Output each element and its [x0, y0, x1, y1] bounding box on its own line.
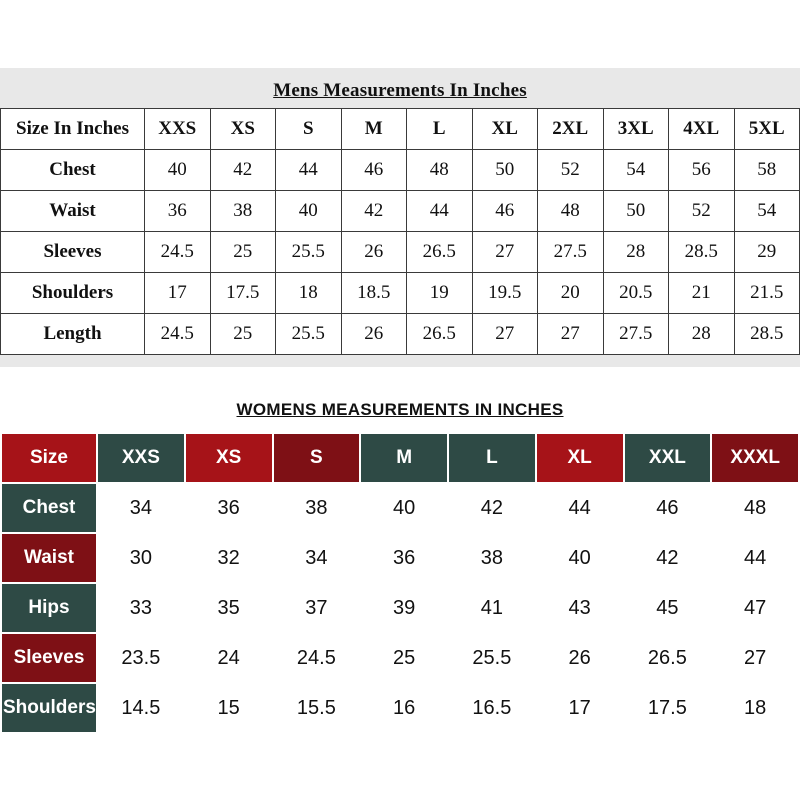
mens-shoulders-m: 18.5 [341, 273, 407, 314]
womens-row-label-hips: Hips [1, 583, 97, 633]
womens-sleeves-xxl: 26.5 [624, 633, 712, 683]
mens-measurements-table [0, 108, 800, 355]
womens-sleeves-m: 25 [360, 633, 448, 683]
mens-sleeves-xl: 27 [472, 232, 538, 273]
womens-header-s: S [273, 433, 361, 483]
womens-hips-xl: 43 [536, 583, 624, 633]
mens-header-4xl: 4XL [669, 109, 735, 150]
womens-shoulders-xs: 15 [185, 683, 273, 733]
womens-header-l: L [448, 433, 536, 483]
mens-waist-xl: 46 [472, 191, 538, 232]
mens-length-s: 25.5 [276, 314, 342, 355]
table-header-row [1, 109, 800, 150]
mens-sleeves-s: 25.5 [276, 232, 342, 273]
mens-row-label-waist: Waist [1, 191, 145, 232]
womens-hips-xxl: 45 [624, 583, 712, 633]
mens-length-xs: 25 [210, 314, 276, 355]
mens-header-3xl: 3XL [603, 109, 669, 150]
mens-length-xl: 27 [472, 314, 538, 355]
mens-waist-l: 44 [407, 191, 473, 232]
table-row [1, 191, 800, 232]
womens-header-xxxl: XXXL [711, 433, 799, 483]
mens-chart-title: Mens Measurements In Inches [273, 80, 527, 101]
mens-title-bar [0, 76, 800, 108]
womens-sleeves-xxxl: 27 [711, 633, 799, 683]
mens-row-label-shoulders: Shoulders [1, 273, 145, 314]
table-row [1, 633, 799, 683]
mens-waist-xs: 38 [210, 191, 276, 232]
womens-chest-l: 42 [448, 483, 536, 533]
mens-waist-s: 40 [276, 191, 342, 232]
mens-chest-xl: 50 [472, 150, 538, 191]
mens-chest-2xl: 52 [538, 150, 604, 191]
mens-header-xl: XL [472, 109, 538, 150]
mens-shoulders-5xl: 21.5 [734, 273, 800, 314]
mens-header-s: S [276, 109, 342, 150]
womens-shoulders-xxs: 14.5 [97, 683, 185, 733]
womens-shoulders-xl: 17 [536, 683, 624, 733]
mens-sleeves-xs: 25 [210, 232, 276, 273]
womens-header-xxl: XXL [624, 433, 712, 483]
table-row [1, 533, 799, 583]
mens-size-chart-section [0, 68, 800, 367]
womens-header-size: Size [1, 433, 97, 483]
mens-length-4xl: 28 [669, 314, 735, 355]
mens-waist-xxs: 36 [145, 191, 211, 232]
mens-length-l: 26.5 [407, 314, 473, 355]
womens-waist-m: 36 [360, 533, 448, 583]
mens-length-2xl: 27 [538, 314, 604, 355]
womens-chest-s: 38 [273, 483, 361, 533]
womens-chest-xl: 44 [536, 483, 624, 533]
mens-length-xxs: 24.5 [145, 314, 211, 355]
mens-header-xs: XS [210, 109, 276, 150]
womens-row-label-chest: Chest [1, 483, 97, 533]
womens-waist-xxs: 30 [97, 533, 185, 583]
womens-row-label-waist: Waist [1, 533, 97, 583]
womens-sleeves-xs: 24 [185, 633, 273, 683]
womens-waist-s: 34 [273, 533, 361, 583]
womens-shoulders-xxxl: 18 [711, 683, 799, 733]
mens-chest-5xl: 58 [734, 150, 800, 191]
mens-shoulders-xs: 17.5 [210, 273, 276, 314]
mens-sleeves-m: 26 [341, 232, 407, 273]
womens-chest-xxxl: 48 [711, 483, 799, 533]
mens-sleeves-4xl: 28.5 [669, 232, 735, 273]
womens-sleeves-xxs: 23.5 [97, 633, 185, 683]
womens-chest-xxs: 34 [97, 483, 185, 533]
mens-sleeves-5xl: 29 [734, 232, 800, 273]
table-row [1, 483, 799, 533]
womens-sleeves-xl: 26 [536, 633, 624, 683]
womens-waist-xxl: 42 [624, 533, 712, 583]
womens-chart-title: WOMENS MEASUREMENTS IN INCHES [236, 400, 564, 419]
mens-length-m: 26 [341, 314, 407, 355]
mens-shoulders-l: 19 [407, 273, 473, 314]
mens-chest-m: 46 [341, 150, 407, 191]
womens-waist-xs: 32 [185, 533, 273, 583]
womens-hips-xs: 35 [185, 583, 273, 633]
womens-header-xxs: XXS [97, 433, 185, 483]
mens-row-label-chest: Chest [1, 150, 145, 191]
womens-row-label-sleeves: Sleeves [1, 633, 97, 683]
mens-row-label-sleeves: Sleeves [1, 232, 145, 273]
table-row [1, 314, 800, 355]
womens-chest-xs: 36 [185, 483, 273, 533]
womens-header-m: M [360, 433, 448, 483]
table-row [1, 273, 800, 314]
womens-hips-xxxl: 47 [711, 583, 799, 633]
mens-waist-5xl: 54 [734, 191, 800, 232]
womens-hips-xxs: 33 [97, 583, 185, 633]
mens-header-xxs: XXS [145, 109, 211, 150]
womens-hips-m: 39 [360, 583, 448, 633]
womens-measurements-table [0, 432, 800, 734]
mens-length-3xl: 27.5 [603, 314, 669, 355]
mens-waist-3xl: 50 [603, 191, 669, 232]
womens-waist-l: 38 [448, 533, 536, 583]
mens-header-size-in-inches: Size In Inches [1, 109, 145, 150]
womens-shoulders-xxl: 17.5 [624, 683, 712, 733]
mens-sleeves-l: 26.5 [407, 232, 473, 273]
mens-shoulders-4xl: 21 [669, 273, 735, 314]
table-row [1, 683, 799, 733]
mens-header-m: M [341, 109, 407, 150]
womens-sleeves-s: 24.5 [273, 633, 361, 683]
mens-sleeves-xxs: 24.5 [145, 232, 211, 273]
mens-chest-s: 44 [276, 150, 342, 191]
womens-chest-xxl: 46 [624, 483, 712, 533]
womens-header-xl: XL [536, 433, 624, 483]
mens-sleeves-2xl: 27.5 [538, 232, 604, 273]
mens-chest-xs: 42 [210, 150, 276, 191]
mens-shoulders-xxs: 17 [145, 273, 211, 314]
table-row [1, 583, 799, 633]
mens-header-l: L [407, 109, 473, 150]
mens-length-5xl: 28.5 [734, 314, 800, 355]
womens-row-label-shoulders: Shoulders [1, 683, 97, 733]
womens-hips-l: 41 [448, 583, 536, 633]
womens-shoulders-m: 16 [360, 683, 448, 733]
mens-shoulders-xl: 19.5 [472, 273, 538, 314]
womens-shoulders-l: 16.5 [448, 683, 536, 733]
womens-waist-xxxl: 44 [711, 533, 799, 583]
mens-chest-xxs: 40 [145, 150, 211, 191]
mens-sleeves-3xl: 28 [603, 232, 669, 273]
mens-row-label-length: Length [1, 314, 145, 355]
mens-waist-2xl: 48 [538, 191, 604, 232]
womens-sleeves-l: 25.5 [448, 633, 536, 683]
mens-chest-3xl: 54 [603, 150, 669, 191]
table-row [1, 150, 800, 191]
mens-chest-4xl: 56 [669, 150, 735, 191]
womens-chest-m: 40 [360, 483, 448, 533]
womens-waist-xl: 40 [536, 533, 624, 583]
mens-shoulders-2xl: 20 [538, 273, 604, 314]
mens-header-2xl: 2XL [538, 109, 604, 150]
womens-hips-s: 37 [273, 583, 361, 633]
mens-header-5xl: 5XL [734, 109, 800, 150]
table-header-row [1, 433, 799, 483]
mens-shoulders-s: 18 [276, 273, 342, 314]
womens-shoulders-s: 15.5 [273, 683, 361, 733]
table-row [1, 232, 800, 273]
womens-header-xs: XS [185, 433, 273, 483]
mens-chest-l: 48 [407, 150, 473, 191]
mens-shoulders-3xl: 20.5 [603, 273, 669, 314]
mens-waist-m: 42 [341, 191, 407, 232]
mens-waist-4xl: 52 [669, 191, 735, 232]
